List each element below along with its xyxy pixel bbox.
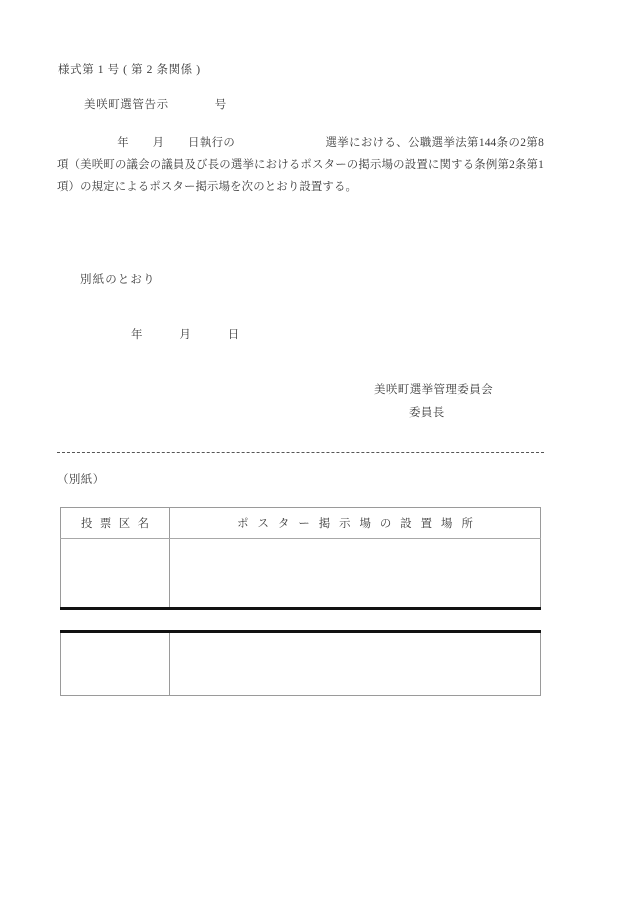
column-header-location-label: ポスター掲示場の設置場所 xyxy=(237,518,482,530)
poster-location-table-block-1 xyxy=(60,507,541,610)
column-header-location xyxy=(170,508,541,539)
table-header-row xyxy=(61,508,541,539)
cell-location[interactable] xyxy=(170,632,541,696)
date-blank-inline: 年 月 日執行の xyxy=(117,137,236,149)
body-paragraph xyxy=(57,132,544,198)
date-line: 年 月 日 xyxy=(131,329,240,341)
table-row xyxy=(61,632,541,696)
notice-number-spacer xyxy=(169,99,215,111)
notice-number-line xyxy=(84,98,227,113)
table-header xyxy=(61,508,541,539)
column-header-district xyxy=(61,508,170,539)
body-text: 選挙における、公職選挙法第144条の2第8項（美咲町の議会の議員及び長の選挙におけるポスターの掲示場の設置に関する条例第2条第1項）の規定によるポスター掲示場を次のとおり設置する。 xyxy=(57,137,544,193)
signature-title: 委員長 xyxy=(409,407,445,419)
attachment-label: （別紙） xyxy=(57,474,105,486)
poster-location-table-block-2 xyxy=(60,630,541,696)
form-number: 様式第 1 号 ( 第 2 条関係 ) xyxy=(58,64,201,76)
cell-district[interactable] xyxy=(61,632,170,696)
notice-number-suffix: 号 xyxy=(214,99,227,111)
table-body xyxy=(61,632,541,696)
attachment-note: 別紙のとおり xyxy=(80,274,156,286)
table-body xyxy=(61,539,541,609)
notice-number-label: 美咲町選管告示 xyxy=(84,99,169,111)
cell-location[interactable] xyxy=(170,539,541,609)
column-header-district-label: 投票区名 xyxy=(80,518,157,530)
cell-district[interactable] xyxy=(61,539,170,609)
dashed-divider xyxy=(57,452,544,453)
table-row xyxy=(61,539,541,609)
signature-organization: 美咲町選挙管理委員会 xyxy=(374,384,493,396)
